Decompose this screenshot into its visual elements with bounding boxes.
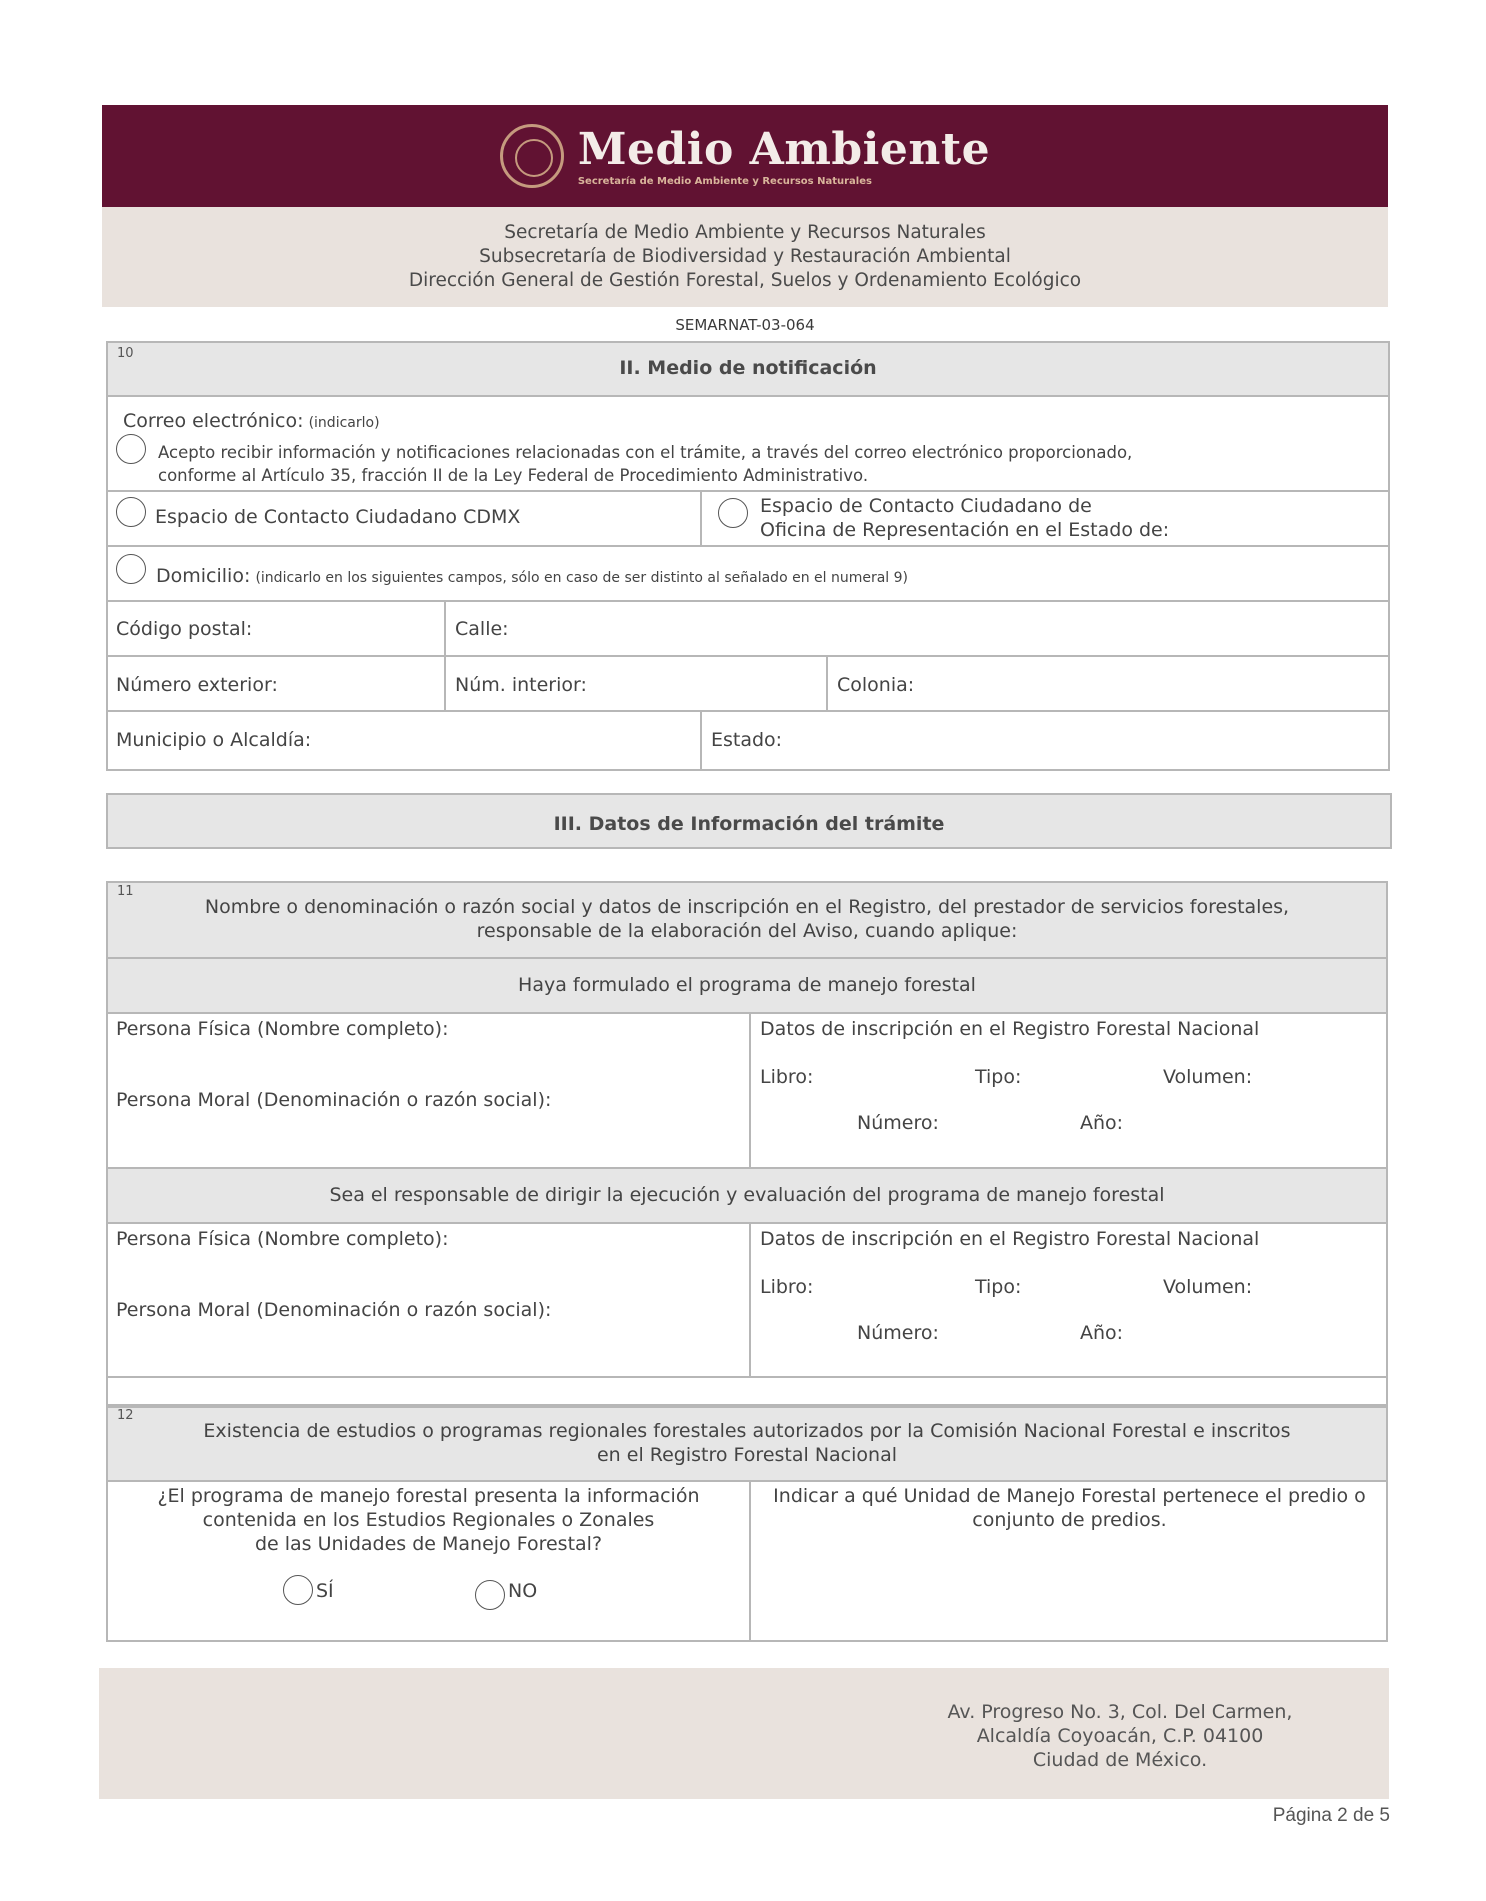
brand-subtitle: Secretaría de Medio Ambiente y Recursos Naturales xyxy=(577,175,872,187)
brand-title: Medio Ambiente xyxy=(577,123,991,175)
colony-field[interactable]: Colonia: xyxy=(837,674,915,696)
page-number: Página 2 de 5 xyxy=(1272,1805,1390,1826)
tipo-field[interactable]: Tipo: xyxy=(975,1276,1022,1298)
no-radio[interactable] xyxy=(475,1580,505,1610)
person-fisica-field[interactable]: Persona Física (Nombre completo): xyxy=(116,1228,449,1250)
postal-code-field[interactable]: Código postal: xyxy=(116,618,253,640)
numero-field[interactable]: Número: xyxy=(857,1322,939,1344)
int-number-field[interactable]: Núm. interior: xyxy=(455,674,587,696)
address-line: Av. Progreso No. 3, Col. Del Carmen, xyxy=(947,1701,1293,1723)
agency-header xyxy=(102,207,1388,307)
agency-line: Subsecretaría de Biodiversidad y Restauración Ambiental xyxy=(479,246,1011,267)
libro-field[interactable]: Libro: xyxy=(760,1276,814,1298)
address-line: Alcaldía Coyoacán, C.P. 04100 xyxy=(976,1725,1264,1747)
brand-logo xyxy=(500,124,990,188)
item-number: 10 xyxy=(117,346,134,361)
section-title: III. Datos de Información del trámite xyxy=(553,813,945,835)
registry-label: Datos de inscripción en el Registro Forestal Nacional xyxy=(760,1018,1260,1040)
domicilio-radio[interactable] xyxy=(116,554,146,584)
anio-field[interactable]: Año: xyxy=(1080,1112,1124,1134)
item-11-title: Nombre o denominación o razón social y datos de inscripción en el Registro, del prestador de servicios forestales, xyxy=(204,896,1290,918)
anio-field[interactable]: Año: xyxy=(1080,1322,1124,1344)
no-label: NO xyxy=(508,1580,538,1602)
item-number: 12 xyxy=(117,1408,134,1423)
cdmx-contact-label: Espacio de Contacto Ciudadano CDMX xyxy=(155,506,521,528)
footer-address xyxy=(940,1700,1300,1772)
email-hint: (indicarlo) xyxy=(308,415,380,431)
agency-line: Secretaría de Medio Ambiente y Recursos Naturales xyxy=(504,222,986,243)
registry-label: Datos de inscripción en el Registro Forestal Nacional xyxy=(760,1228,1260,1250)
accept-text: conforme al Artículo 35, fracción II de la Ley Federal de Procedimiento Administrativo. xyxy=(158,466,869,485)
ext-number-field[interactable]: Número exterior: xyxy=(116,674,278,696)
state-contact-label: Oficina de Representación en el Estado de: xyxy=(760,519,1170,541)
person-fisica-field[interactable]: Persona Física (Nombre completo): xyxy=(116,1018,449,1040)
libro-field[interactable]: Libro: xyxy=(760,1066,814,1088)
domicilio-hint: (indicarlo en los siguientes campos, sólo en caso de ser distinto al señalado en el numeral 9) xyxy=(255,570,909,586)
item-12-title: Existencia de estudios o programas regionales forestales autorizados por la Comisión Nacional Forestal e inscritos xyxy=(203,1420,1291,1442)
form-code: SEMARNAT-03-064 xyxy=(675,316,815,334)
volumen-field[interactable]: Volumen: xyxy=(1163,1066,1253,1088)
item-11-title: responsable de la elaboración del Aviso, cuando aplique: xyxy=(476,920,1018,942)
accept-email-radio[interactable] xyxy=(116,434,146,464)
regional-question: contenida en los Estudios Regionales o Zonales xyxy=(202,1509,655,1531)
management-unit-field[interactable] xyxy=(751,1484,1388,1532)
tipo-field[interactable]: Tipo: xyxy=(975,1066,1022,1088)
state-contact-radio[interactable] xyxy=(718,498,748,528)
email-label: Correo electrónico: xyxy=(123,410,304,432)
agency-line: Dirección General de Gestión Forestal, Suelos y Ordenamiento Ecológico xyxy=(408,270,1082,291)
state-contact-label: Espacio de Contacto Ciudadano de xyxy=(760,495,1092,517)
block-heading: Sea el responsable de dirigir la ejecución y evaluación del programa de manejo forestal xyxy=(329,1184,1165,1206)
mexico-seal-icon xyxy=(500,124,564,188)
accept-text: Acepto recibir información y notificaciones relacionadas con el trámite, a través del correo electrónico proporcionado, xyxy=(158,443,1133,462)
block-heading: Haya formulado el programa de manejo forestal xyxy=(518,974,976,996)
yes-label: SÍ xyxy=(316,1580,334,1602)
header-banner xyxy=(102,105,1388,207)
management-unit-label: Indicar a qué Unidad de Manejo Forestal pertenece el predio o xyxy=(773,1485,1366,1507)
regional-question: de las Unidades de Manejo Forestal? xyxy=(254,1533,603,1555)
numero-field[interactable]: Número: xyxy=(857,1112,939,1134)
state-field[interactable]: Estado: xyxy=(711,729,783,751)
section-notification xyxy=(106,341,1390,771)
person-moral-field[interactable]: Persona Moral (Denominación o razón social): xyxy=(116,1299,552,1321)
street-field[interactable]: Calle: xyxy=(455,618,509,640)
item-12-title: en el Registro Forestal Nacional xyxy=(596,1444,897,1466)
municipality-field[interactable]: Municipio o Alcaldía: xyxy=(116,729,312,751)
management-unit-label: conjunto de predios. xyxy=(972,1509,1167,1531)
volumen-field[interactable]: Volumen: xyxy=(1163,1276,1253,1298)
cdmx-contact-radio[interactable] xyxy=(116,497,146,527)
section-title: II. Medio de notificación xyxy=(619,357,877,379)
regional-question: ¿El programa de manejo forestal presenta la información xyxy=(157,1485,700,1507)
address-line: Ciudad de México. xyxy=(1032,1749,1208,1771)
yes-radio[interactable] xyxy=(283,1575,313,1605)
person-moral-field[interactable]: Persona Moral (Denominación o razón social): xyxy=(116,1089,552,1111)
domicilio-label: Domicilio: xyxy=(156,565,251,587)
item-number: 11 xyxy=(117,884,134,899)
